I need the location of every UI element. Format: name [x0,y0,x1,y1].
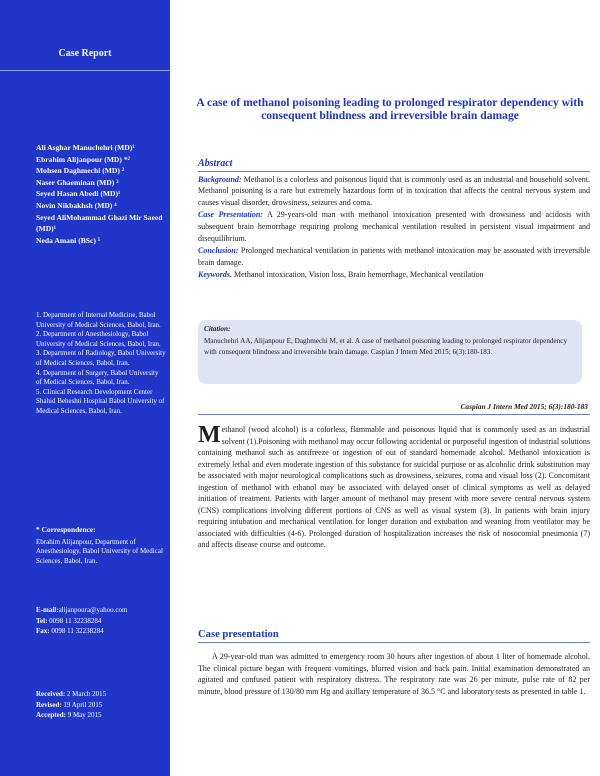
accepted-date: 9 May 2015 [67,711,102,720]
abstract-heading: Abstract [198,158,590,172]
affiliation-list [36,311,166,417]
revised-label: Revised: [36,700,62,709]
keywords-label: Keywords. [198,270,232,280]
author: Mohsen Daghmechi (MD) ² [36,166,125,176]
article-title: A case of methanol poisoning leading to prolonged respirator dependency with consequent blindness and irreversible brain damage [196,96,584,122]
citation-text: Manuchehri AA, Alijanpour E, Daghmechi M, et al. A case of methanol poisoning leading to prolonged respirator dependency with consequent blindness and irreversible brain damage. Caspian J Intern Med 2015; 6(3):180-183. [204,336,568,357]
section-divider [198,414,590,415]
received-date: 2 March 2015 [66,690,107,698]
author: Seyed AliMohammad Ghazi Mir Saeed (MD)¹ [36,212,163,234]
fax-label: Fax: [36,627,50,635]
author: Naser Ghaeminan (MD) ³ [36,177,119,187]
author: Novin Nikbakhsh (MD) ⁴ [36,200,117,210]
affiliation: 3. Department of Radiology, Babol University of Medical Sciences, Babol, Iran. [36,349,166,367]
conclusion-label: Conclusion: [198,246,239,256]
sidebar-divider [0,70,170,71]
received-label: Received: [36,690,66,698]
author-list [36,142,166,246]
correspondence-heading: * Correspondence: [36,525,96,534]
correspondence [36,525,166,566]
author: Seyed Hasan Abedi (MD)¹ [36,189,121,199]
tel-value: 0098 11 32238284 [49,616,102,625]
email-label: E-mail: [36,606,59,614]
author: Neda Amani (BSc) ⁵ [36,235,101,245]
author: Ali Asghar Manuchehri (MD)¹ [36,143,135,152]
introduction-paragraph [198,424,590,551]
journal-reference: Caspian J Intern Med 2015; 6(3):180-183 [460,402,588,411]
author: Ebrahim Alijanpour (MD) *² [36,154,130,164]
affiliation: 1. Department of Internal Medicine, Babol University of Medical Sciences, Babol, Iran. [36,311,161,329]
drop-cap: M [198,422,221,448]
case-presentation-text: A 29-years-old man with methanol intoxication presented with drowsiness and acidosis with subsequent brain hemorrhage requiring prolong mechanical ventilation resulted in persistent visual impairment and disequilibrium. [198,210,590,243]
fax-value: 0098 11 32238284 [51,627,104,635]
email-link[interactable]: alijanpoura@yahoo.com [58,606,128,614]
sidebar [0,0,170,776]
tel-label: Tel: [36,616,48,625]
conclusion-text: Prolonged mechanical ventilation in patients with methanol intoxication may be assouated with irreversible brain damage. [198,246,590,267]
intro-text: ethanol (wood alcohol) is a colorless, flammable and poisonous liquid that is commonly used as an industrial solvent (1).Poisoning with methanol may occur following accidental or purposeful ingestion of industrial solutions containing methanol such as antifreeze or ingestion of out of standard homemade alcohol. Methanol intoxication is extremely lethal and even moderate ingestion of this substance for suicidal purpose or as alcoholic drink substitution may be associated with major neurological complications such as drowsiness, seizures, coma and visual loss (2). Concomitant ingestion of methanol with ethanol may be associated with delayed onset of clinical symptoms as well as delayed initiation of treatment. Patients with larger amount of methanol may present with more severe central nervous system (CNS) complications involving different portions of CNS as well as visual system (3). In patients with brain injury requiring intubation and mechanical ventilation for longer duration and extubation and weaning from ventilator may be associated with difficulties (4-6). Prolonged duration of hospitalization increases the risk of nosocomial pneumonia (7) and affects disease course and outcome. [198,425,590,550]
affiliation: 5. Clinical Research Development Center Shahid Beheshti Hospital Babol University of Medical Sciences, Babol, Iran. [36,387,165,415]
abstract [198,158,590,282]
affiliation: 2. Department of Anesthesiology, Babol University of Medical Sciences, Babol, Iran. [36,330,161,348]
revised-date: 19 April 2015 [63,700,103,709]
citation-box [198,320,582,384]
case-presentation-heading: Case presentation [198,629,590,643]
article-type-label: Case Report [58,48,112,59]
accepted-label: Accepted: [36,711,66,720]
case-presentation-label: Case Presentation: [198,210,263,220]
background-label: Background: [198,174,242,184]
contact-info [36,605,166,637]
correspondence-text: Ebrahim Alijanpour, Department of Anesthesiology, Babol University of Medical Sciences, Babol, Iran. [36,537,163,565]
article-dates [36,689,166,721]
citation-heading: Citation: [204,325,231,333]
keywords-text: Methanol intoxication, Vision loss, Brain hemorrhage, Mechanical ventilation [234,270,484,280]
case-presentation-paragraph: A 29-year-old man was admitted to emergency room 30 hours after ingestion of about 1 liter of homemade alcohol. The clinical picture began with frequent vomitings, blurred vision and back pain. Initial examination demonstrated an agitated and confused patient with respiratory distress. The respiratory rate was 26 per minute, pulse rate of 82 per minute, blood pressure of 130/80 mm Hg and axillary temperature of 36.5 °C and laboratory tests as presented in table 1. [198,652,590,696]
background-text: Methanol is a colorless and poisonous liquid that is commonly used as an industrial and household solvent. Methanol poisoning is a rare but extremely hazardous form of in toxication that affects the central nervous system and causes visual disorder, drowsiness, seizures and coma. [198,174,590,207]
affiliation: 4. Department of Surgery, Babol University of Medical Sciences, Babol, Iran. [36,368,159,387]
